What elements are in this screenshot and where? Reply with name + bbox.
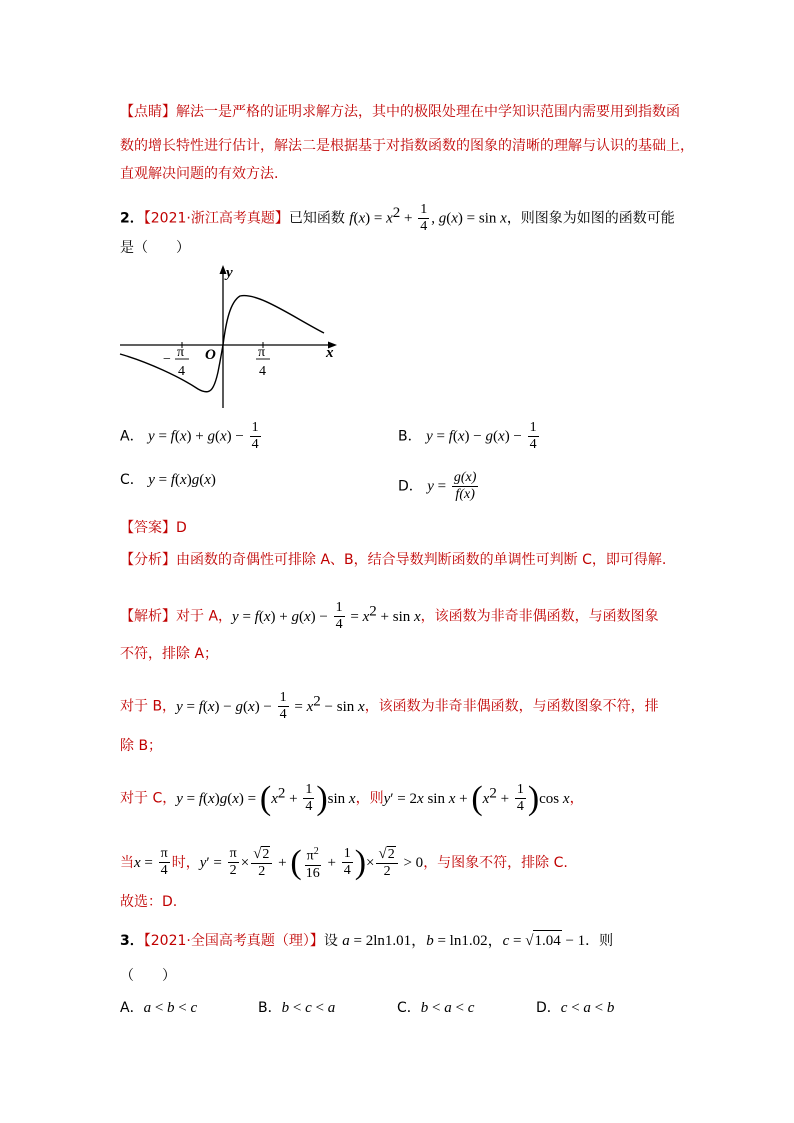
q2-function-graph [118,262,343,412]
tick-label-4: 4 [259,364,266,379]
q3-option-a[interactable]: A．a < b < c [120,1000,198,1016]
q2-stem-line-2: 是（ ） [120,240,190,256]
neg-sign-label: − [163,352,171,367]
q2-solution-b-line-2: 除 B； [120,738,163,754]
q3-option-d[interactable]: D．c < a < b [536,1000,615,1016]
q2-solution-a-line-2: 不符，排除 A； [120,646,219,662]
q2-stem: 2．【2021·浙江高考真题】已知函数 $f(x) = x^2$ + $\frac{1}{4}$ , g(x) = sin x，则图象为如图的函数可能 [120,202,675,234]
q2-option-c[interactable]: C． y = f(x)g(x) [120,472,216,488]
q2-analysis: 【分析】由函数的奇偶性可排除 A、B，结合导数判断函数的单调性可判断 C，即可得解. [120,552,667,568]
q2-option-a[interactable]: A． y = f(x) + g(x) − $\frac{1}{4}$ [120,420,259,452]
hint-line-3: 直观解决问题的有效方法. [120,166,279,182]
q3-option-b[interactable]: B．b < c < a [258,1000,336,1016]
q3-number: 3． [120,933,144,949]
origin-label: O [205,347,216,363]
q3-paren: （ ） [120,968,176,984]
x-axis-label: x [326,345,334,361]
hint-tag: 【点睛】 [120,104,176,120]
tick-label-neg-pi: π [177,345,185,360]
q2-solution-c: 对于 C，$y = f(x)g(x) = (x^2$ + $\frac{1}{4}$ )sin x，则y′ = 2x $\sin x + (x^2$ + $\frac{1}{4}$ )cos x， [120,779,584,817]
q2-function-f: f [349,210,354,227]
q2-solution-b: 对于 B，y = f(x) − g(x) − $\frac{1}{4}$ = $x^2 - \sin x$，该函数为非奇非偶函数，与函数图象不符，排 [120,690,659,722]
q2-conclusion: 故选：D. [120,894,178,910]
hint-line-1: 【点睛】解法一是严格的证明求解方法，其中的极限处理在中学知识范围内需要用到指数函 [120,104,680,120]
q3-stem: 3．【2021·全国高考真题（理）】设 a = 2ln1.01，b = ln1.02，c = √1.04 − 1．则 [120,930,613,951]
function-curve [120,296,324,392]
q3-source-tag: 【2021·全国高考真题（理）】 [143,933,324,949]
q2-source-tag: 【2021·浙江高考真题】 [143,210,289,227]
q2-number: 2． [120,210,144,227]
q2-solution-c-derivative: 当x = $\frac{\pi}{4}$ 时，y′ = $\frac{\pi}{2}$ × $\frac{√2}{2}$ + ( $\frac{\pi^2}{16}$ + $\frac{1}{4}$ )× $\frac{√2}{2}$ > 0，与图象不符，排除 C. [120,843,568,881]
tick-label-neg-4: 4 [178,364,185,379]
tick-label-pi: π [258,345,266,360]
q2-option-b[interactable]: B． y = f(x) − g(x) − $\frac{1}{4}$ [398,420,537,452]
hint-line-2: 数的增长特性进行估计，解法二是根据基于对指数函数的图象的清晰的理解与认识的基础上， [120,138,694,154]
q2-option-d[interactable]: D． y = $\frac{g(x)}{f(x)}$ [398,470,477,502]
answer-value: D [176,520,187,536]
q2-solution-a: 【解析】对于 A，y = f(x) + g(x) − $\frac{1}{4}$ = $x^2 + \sin x$，该函数为非奇非偶函数，与函数图象 [120,600,659,632]
q3-option-c[interactable]: C．b < a < c [397,1000,475,1016]
y-axis-label: y [226,265,233,281]
q2-answer: 【答案】D [120,520,187,536]
